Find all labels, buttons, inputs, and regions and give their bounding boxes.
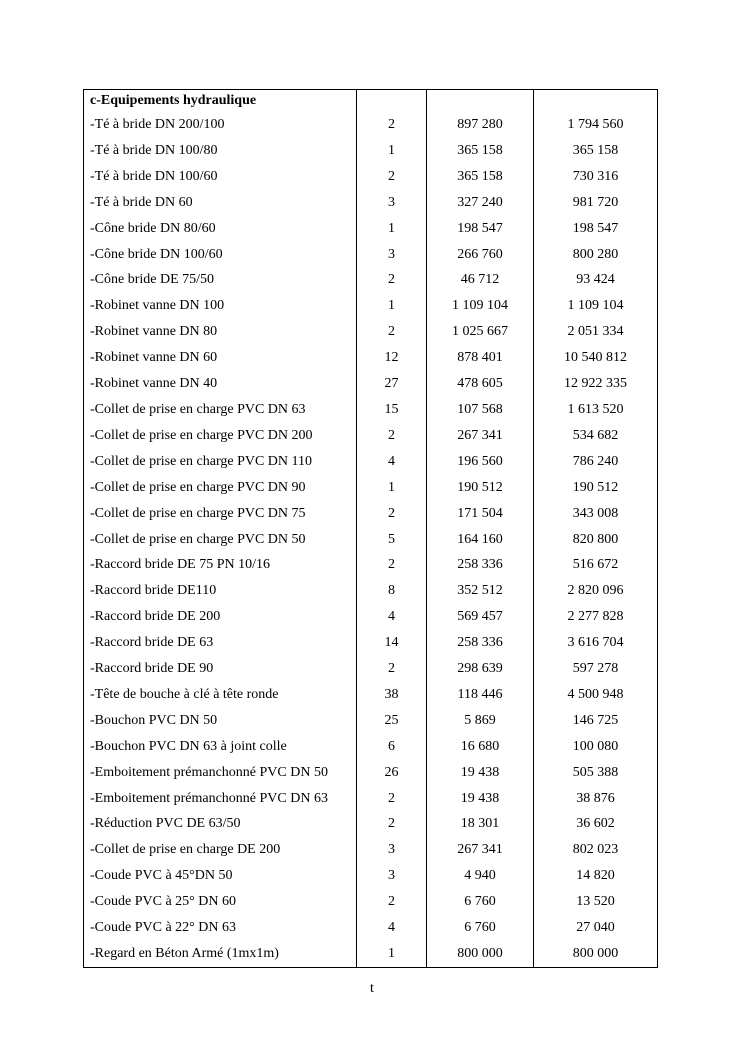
unit-price-cell: 19 438: [427, 786, 534, 812]
quantity-cell: 3: [357, 242, 427, 268]
quantity-cell: 12: [357, 345, 427, 371]
quantity-cell: 15: [357, 397, 427, 423]
unit-price-cell: 196 560: [427, 449, 534, 475]
total-price-cell: 802 023: [534, 837, 658, 863]
item-label: -Collet de prise en charge PVC DN 200: [84, 423, 357, 449]
item-label: -Emboitement prémanchonné PVC DN 50: [84, 760, 357, 786]
quantity-cell: 1: [357, 475, 427, 501]
unit-price-cell: 46 712: [427, 267, 534, 293]
item-label: -Té à bride DN 100/60: [84, 164, 357, 190]
quantity-cell: 8: [357, 578, 427, 604]
quantity-cell: 6: [357, 734, 427, 760]
unit-price-cell: 258 336: [427, 630, 534, 656]
unit-price-cell: 1 109 104: [427, 293, 534, 319]
total-price-cell: 516 672: [534, 552, 658, 578]
unit-price-cell: 107 568: [427, 397, 534, 423]
table-row: [84, 475, 658, 501]
total-price-cell: 1 613 520: [534, 397, 658, 423]
unit-price-cell: 198 547: [427, 216, 534, 242]
total-price-cell: 10 540 812: [534, 345, 658, 371]
total-price-cell: 1 109 104: [534, 293, 658, 319]
unit-price-cell: 327 240: [427, 190, 534, 216]
quantity-cell: 2: [357, 656, 427, 682]
table-row: [84, 941, 658, 967]
total-price-cell: 981 720: [534, 190, 658, 216]
item-label: -Robinet vanne DN 40: [84, 371, 357, 397]
item-label: -Té à bride DN 60: [84, 190, 357, 216]
total-price-cell: 190 512: [534, 475, 658, 501]
item-label: -Collet de prise en charge PVC DN 63: [84, 397, 357, 423]
item-label: -Bouchon PVC DN 50: [84, 708, 357, 734]
equipment-table: [83, 89, 658, 968]
table-row: [84, 889, 658, 915]
quantity-cell: 5: [357, 527, 427, 553]
unit-price-cell: 164 160: [427, 527, 534, 553]
item-label: -Cône bride DE 75/50: [84, 267, 357, 293]
total-price-cell: 4 500 948: [534, 682, 658, 708]
unit-price-cell: 365 158: [427, 164, 534, 190]
table-row: [84, 786, 658, 812]
table-row: [84, 216, 658, 242]
table-row: [84, 138, 658, 164]
equipment-table-body: [84, 90, 658, 968]
quantity-cell: 2: [357, 501, 427, 527]
unit-price-cell: 569 457: [427, 604, 534, 630]
total-price-cell: 198 547: [534, 216, 658, 242]
quantity-cell: 4: [357, 915, 427, 941]
quantity-cell: 2: [357, 164, 427, 190]
item-label: -Raccord bride DE110: [84, 578, 357, 604]
quantity-cell: 14: [357, 630, 427, 656]
table-row: [84, 604, 658, 630]
table-row: [84, 397, 658, 423]
item-label: -Cône bride DN 80/60: [84, 216, 357, 242]
item-label: -Raccord bride DE 90: [84, 656, 357, 682]
item-label: -Emboitement prémanchonné PVC DN 63: [84, 786, 357, 812]
total-price-cell: 2 277 828: [534, 604, 658, 630]
header-empty-cell: [427, 90, 534, 113]
quantity-cell: 3: [357, 837, 427, 863]
unit-price-cell: 4 940: [427, 863, 534, 889]
table-row: [84, 682, 658, 708]
unit-price-cell: 171 504: [427, 501, 534, 527]
quantity-cell: 2: [357, 786, 427, 812]
item-label: -Collet de prise en charge PVC DN 50: [84, 527, 357, 553]
total-price-cell: 2 820 096: [534, 578, 658, 604]
quantity-cell: 27: [357, 371, 427, 397]
table-row: [84, 267, 658, 293]
unit-price-cell: 298 639: [427, 656, 534, 682]
table-row: [84, 656, 658, 682]
unit-price-cell: 365 158: [427, 138, 534, 164]
total-price-cell: 534 682: [534, 423, 658, 449]
total-price-cell: 597 278: [534, 656, 658, 682]
table-row: [84, 190, 658, 216]
item-label: -Robinet vanne DN 80: [84, 319, 357, 345]
unit-price-cell: 5 869: [427, 708, 534, 734]
table-row: [84, 293, 658, 319]
total-price-cell: 800 280: [534, 242, 658, 268]
total-price-cell: 36 602: [534, 811, 658, 837]
quantity-cell: 1: [357, 138, 427, 164]
table-row: [84, 734, 658, 760]
table-row: [84, 501, 658, 527]
header-empty-cell: [357, 90, 427, 113]
unit-price-cell: 6 760: [427, 915, 534, 941]
item-label: -Collet de prise en charge PVC DN 75: [84, 501, 357, 527]
table-row: [84, 863, 658, 889]
item-label: -Collet de prise en charge PVC DN 110: [84, 449, 357, 475]
quantity-cell: 2: [357, 552, 427, 578]
unit-price-cell: 16 680: [427, 734, 534, 760]
item-label: -Té à bride DN 200/100: [84, 112, 357, 138]
item-label: -Robinet vanne DN 100: [84, 293, 357, 319]
quantity-cell: 4: [357, 449, 427, 475]
total-price-cell: 100 080: [534, 734, 658, 760]
unit-price-cell: 18 301: [427, 811, 534, 837]
header-empty-cell: [534, 90, 658, 113]
unit-price-cell: 258 336: [427, 552, 534, 578]
total-price-cell: 27 040: [534, 915, 658, 941]
quantity-cell: 2: [357, 811, 427, 837]
item-label: -Collet de prise en charge PVC DN 90: [84, 475, 357, 501]
table-row: [84, 552, 658, 578]
unit-price-cell: 897 280: [427, 112, 534, 138]
table-row: [84, 527, 658, 553]
item-label: -Raccord bride DE 200: [84, 604, 357, 630]
total-price-cell: 38 876: [534, 786, 658, 812]
table-row: [84, 760, 658, 786]
item-label: -Cône bride DN 100/60: [84, 242, 357, 268]
item-label: -Coude PVC à 22° DN 63: [84, 915, 357, 941]
table-row: [84, 449, 658, 475]
table-row: [84, 164, 658, 190]
unit-price-cell: 800 000: [427, 941, 534, 967]
table-row: [84, 345, 658, 371]
total-price-cell: 820 800: [534, 527, 658, 553]
total-price-cell: 800 000: [534, 941, 658, 967]
table-row: [84, 578, 658, 604]
page-footer-text: t: [370, 981, 374, 996]
total-price-cell: 1 794 560: [534, 112, 658, 138]
unit-price-cell: 267 341: [427, 837, 534, 863]
quantity-cell: 1: [357, 216, 427, 242]
section-header-row: [84, 90, 658, 113]
table-row: [84, 319, 658, 345]
quantity-cell: 3: [357, 190, 427, 216]
item-label: -Coude PVC à 25° DN 60: [84, 889, 357, 915]
quantity-cell: 2: [357, 889, 427, 915]
total-price-cell: 2 051 334: [534, 319, 658, 345]
quantity-cell: 2: [357, 319, 427, 345]
quantity-cell: 1: [357, 941, 427, 967]
total-price-cell: 505 388: [534, 760, 658, 786]
unit-price-cell: 1 025 667: [427, 319, 534, 345]
total-price-cell: 365 158: [534, 138, 658, 164]
item-label: -Tête de bouche à clé à tête ronde: [84, 682, 357, 708]
table-row: [84, 242, 658, 268]
table-row: [84, 708, 658, 734]
unit-price-cell: 118 446: [427, 682, 534, 708]
unit-price-cell: 266 760: [427, 242, 534, 268]
table-row: [84, 915, 658, 941]
table-row: [84, 630, 658, 656]
total-price-cell: 730 316: [534, 164, 658, 190]
unit-price-cell: 190 512: [427, 475, 534, 501]
item-label: -Bouchon PVC DN 63 à joint colle: [84, 734, 357, 760]
item-label: -Robinet vanne DN 60: [84, 345, 357, 371]
table-row: [84, 423, 658, 449]
unit-price-cell: 478 605: [427, 371, 534, 397]
quantity-cell: 2: [357, 112, 427, 138]
quantity-cell: 2: [357, 267, 427, 293]
unit-price-cell: 19 438: [427, 760, 534, 786]
item-label: -Regard en Béton Armé (1mx1m): [84, 941, 357, 967]
section-title: c-Equipements hydraulique: [84, 90, 357, 113]
total-price-cell: 146 725: [534, 708, 658, 734]
total-price-cell: 12 922 335: [534, 371, 658, 397]
quantity-cell: 25: [357, 708, 427, 734]
table-row: [84, 112, 658, 138]
total-price-cell: 343 008: [534, 501, 658, 527]
quantity-cell: 2: [357, 423, 427, 449]
total-price-cell: 14 820: [534, 863, 658, 889]
item-label: -Raccord bride DE 75 PN 10/16: [84, 552, 357, 578]
total-price-cell: 786 240: [534, 449, 658, 475]
quantity-cell: 26: [357, 760, 427, 786]
item-label: -Coude PVC à 45°DN 50: [84, 863, 357, 889]
total-price-cell: 93 424: [534, 267, 658, 293]
item-label: -Collet de prise en charge DE 200: [84, 837, 357, 863]
table-row: [84, 811, 658, 837]
item-label: -Raccord bride DE 63: [84, 630, 357, 656]
unit-price-cell: 352 512: [427, 578, 534, 604]
table-row: [84, 371, 658, 397]
quantity-cell: 38: [357, 682, 427, 708]
quantity-cell: 3: [357, 863, 427, 889]
total-price-cell: 3 616 704: [534, 630, 658, 656]
unit-price-cell: 6 760: [427, 889, 534, 915]
item-label: -Réduction PVC DE 63/50: [84, 811, 357, 837]
quantity-cell: 4: [357, 604, 427, 630]
unit-price-cell: 267 341: [427, 423, 534, 449]
quantity-cell: 1: [357, 293, 427, 319]
unit-price-cell: 878 401: [427, 345, 534, 371]
table-row: [84, 837, 658, 863]
total-price-cell: 13 520: [534, 889, 658, 915]
item-label: -Té à bride DN 100/80: [84, 138, 357, 164]
